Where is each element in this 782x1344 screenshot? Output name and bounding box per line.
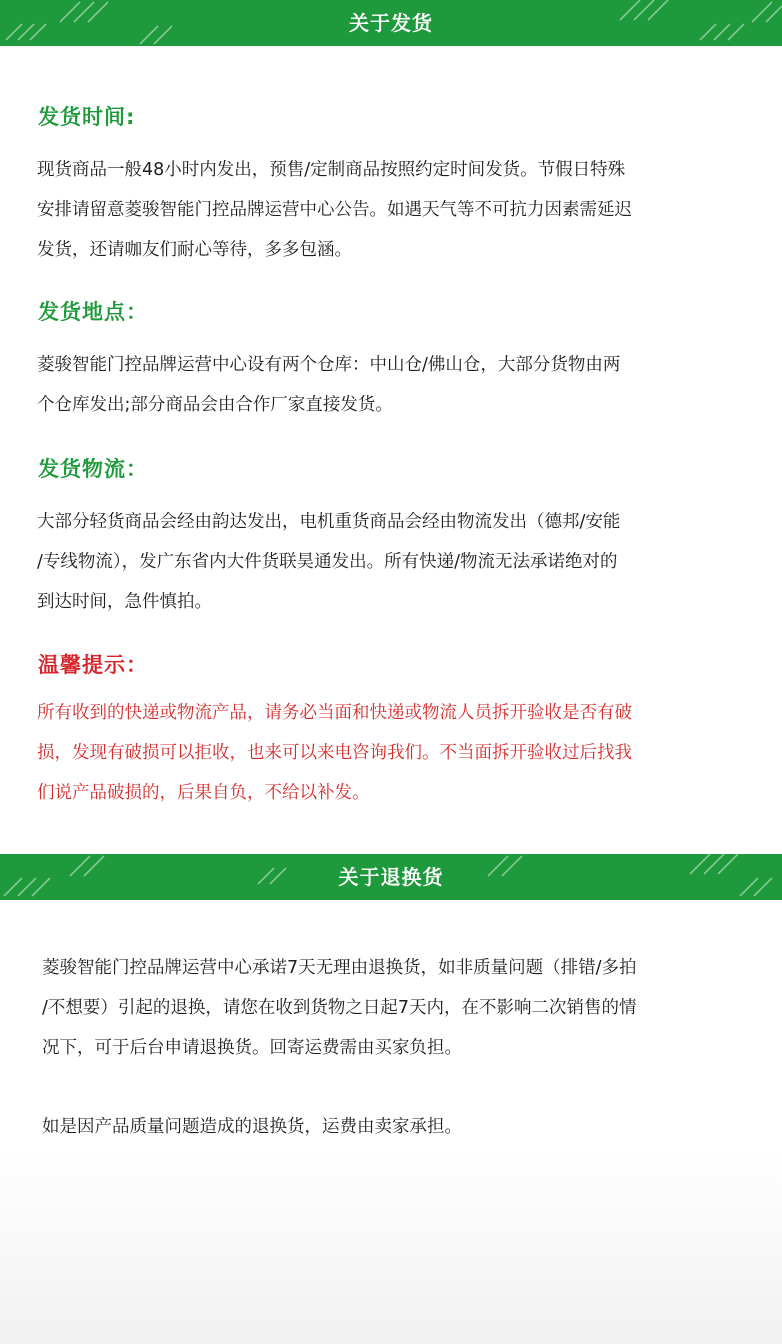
text-line: /专线物流），发广东省内大件货联昊通发出。所有快递/物流无法承诺绝对的 bbox=[37, 552, 618, 572]
bottom-background-shade bbox=[0, 1150, 782, 1344]
text-line: /不想要）引起的退换，请您在收到货物之日起7天内，在不影响二次销售的情 bbox=[42, 998, 637, 1018]
shipping-banner-title: 关于发货 bbox=[349, 11, 433, 35]
text-line: 大部分轻货商品会经由韵达发出，电机重货商品会经由物流发出（德邦/安能 bbox=[37, 512, 621, 532]
text-line: 所有收到的快递或物流产品，请务必当面和快递或物流人员拆开验收是否有破 bbox=[37, 703, 632, 723]
text-line: 到达时间，急件慎拍。 bbox=[37, 592, 212, 612]
warm-tip-heading: 温馨提示： bbox=[38, 653, 148, 677]
shipping-logistics-text bbox=[37, 502, 620, 622]
shipping-time-heading: 发货时间: bbox=[38, 105, 136, 129]
text-line: 现货商品一般48小时内发出，预售/定制商品按照约定时间发货。节假日特殊 bbox=[37, 160, 626, 180]
text-line: 损，发现有破损可以拒收，也来可以来电咨询我们。不当面拆开验收过后找我 bbox=[37, 743, 632, 763]
text-line: 菱骏智能门控品牌运营中心设有两个仓库：中山仓/佛山仓，大部分货物由两 bbox=[37, 355, 621, 375]
text-line: 如是因产品质量问题造成的退换货，运费由卖家承担。 bbox=[42, 1117, 462, 1137]
text-line: 安排请留意菱骏智能门控品牌运营中心公告。如遇天气等不可抗力因素需延迟 bbox=[37, 200, 632, 220]
text-line: 们说产品破损的，后果自负，不给以补发。 bbox=[37, 783, 370, 803]
shipping-time-text bbox=[37, 150, 632, 270]
returns-quality-text bbox=[42, 1107, 462, 1147]
shipping-logistics-heading: 发货物流： bbox=[38, 457, 148, 481]
shipping-location-text bbox=[37, 345, 620, 425]
warm-tip-text bbox=[37, 693, 632, 813]
text-line: 发货，还请咖友们耐心等待，多多包涵。 bbox=[37, 240, 352, 260]
shipping-location-heading: 发货地点： bbox=[38, 300, 148, 324]
returns-policy-text bbox=[42, 948, 637, 1068]
text-line: 菱骏智能门控品牌运营中心承诺7天无理由退换货，如非质量问题（排错/多拍 bbox=[42, 958, 637, 978]
text-line: 个仓库发出;部分商品会由合作厂家直接发货。 bbox=[37, 395, 393, 415]
returns-banner bbox=[0, 854, 782, 900]
shipping-banner bbox=[0, 0, 782, 46]
text-line: 况下，可于后台申请退换货。回寄运费需由买家负担。 bbox=[42, 1038, 462, 1058]
returns-banner-title: 关于退换货 bbox=[338, 865, 444, 889]
